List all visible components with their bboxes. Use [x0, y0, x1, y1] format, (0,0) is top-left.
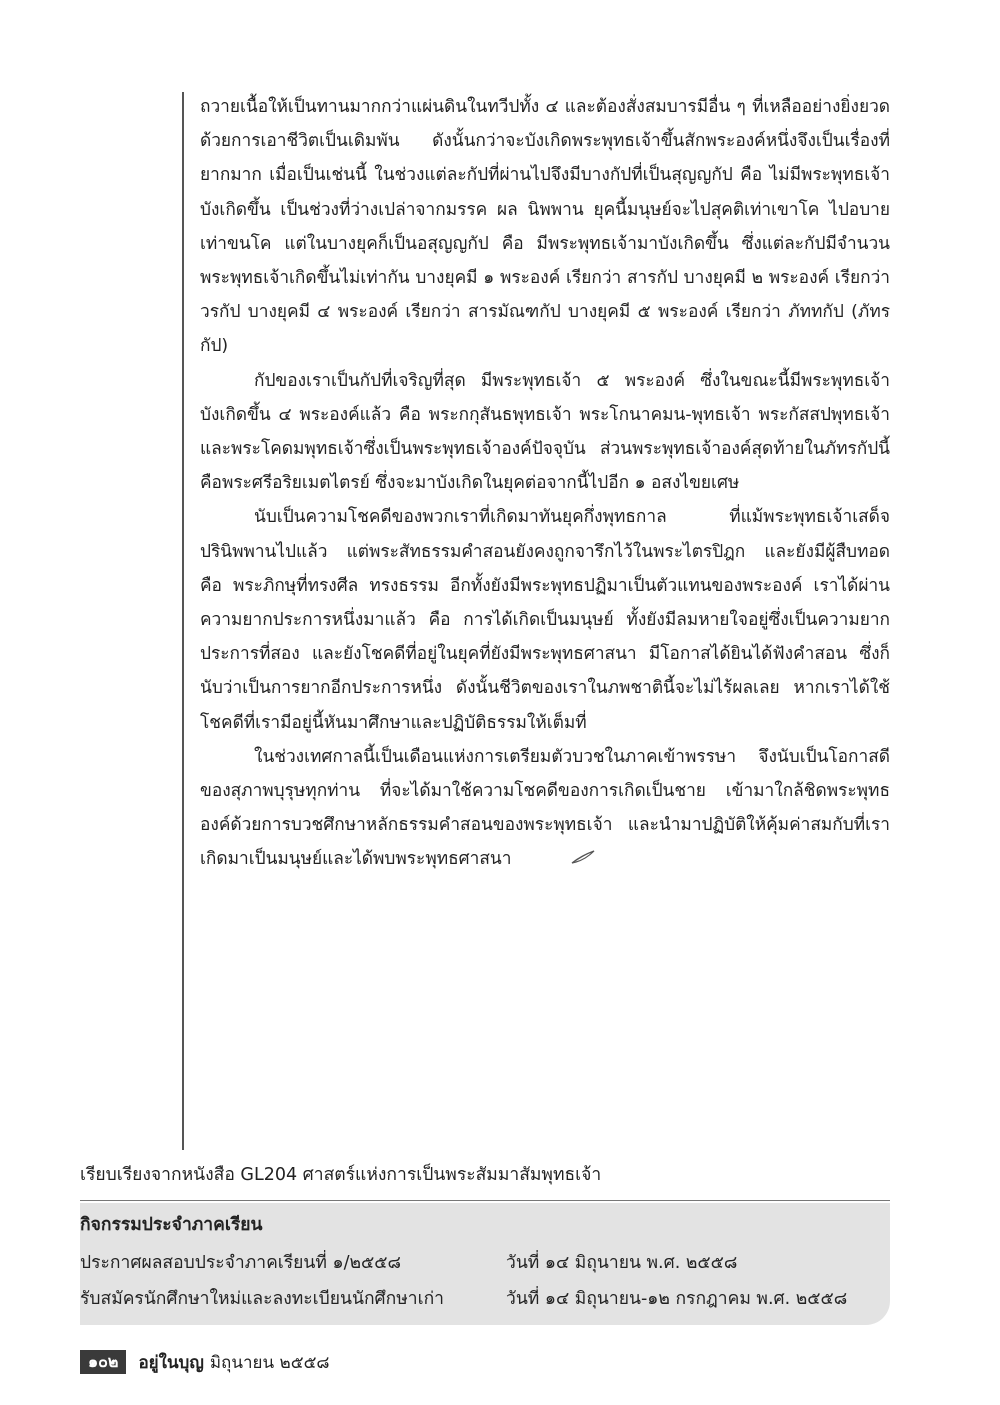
article-paragraph: ถวายเนื้อให้เป็นทานมากกว่าแผ่นดินในทวีปทั้ง ๔ และต้องสั่งสมบารมีอื่น ๆ ที่เหลืออย่างยิ่งยวดด้วยการเอาชีวิตเป็นเดิมพัน ดังนั้นกว่าจะบังเกิดพระพุทธเจ้าขึ้นสักพระองค์หนึ่งจึงเป็นเรื่องที่ยากมาก เมื่อเป็นเช่นนี้ ในช่วงแต่ละกัปที่ผ่านไปจึงมีบางกัปที่เป็นสุญญกัป คือ ไม่มีพระพุทธเจ้าบังเกิดขึ้น เป็นช่วงที่ว่างเปล่าจากมรรค ผล นิพพาน ยุคนี้มนุษย์จะไปสุคติเท่าเขาโค ไปอบายเท่าขนโค แต่ในบางยุคก็เป็นอสุญญกัป คือ มีพระพุทธเจ้ามาบังเกิดขึ้น ซึ่งแต่ละกัปมีจำนวนพระพุทธเจ้าเกิดขึ้นไม่เท่ากัน บางยุคมี ๑ พระองค์ เรียกว่า สารกัป บางยุคมี ๒ พระองค์ เรียกว่า วรกัป บางยุคมี ๔ พระองค์ เรียกว่า สารมัณฑกัป บางยุคมี ๕ พระองค์ เรียกว่า ภัททกัป (ภัทรกัป)	[200, 97, 890, 357]
margin-rule	[182, 92, 184, 1150]
article-paragraph: กัปของเราเป็นกัปที่เจริญที่สุด มีพระพุทธเจ้า ๕ พระองค์ ซึ่งในขณะนี้มีพระพุทธเจ้าบังเกิดขึ้น ๔ พระองค์แล้ว คือ พระกกุสันธพุทธเจ้า พระโกนาคมน-พุทธเจ้า พระกัสสปพุทธเจ้า และพระโคดมพุทธเจ้าซึ่งเป็นพระพุทธเจ้าองค์ปัจจุบัน ส่วนพระพุทธเจ้าองค์สุดท้ายในภัทรกัปนี้ คือพระศรีอริยเมตไตรย์ ซึ่งจะมาบังเกิดในยุคต่อจากนี้ไปอีก ๑ อสงไขยเศษ	[200, 370, 890, 494]
article-paragraph: ในช่วงเทศกาลนี้เป็นเดือนแห่งการเตรียมตัวบวชในภาคเข้าพรรษา จึงนับเป็นโอกาสดีของสุภาพบุรุษทุกท่าน ที่จะได้มาใช้ความโชคดีของการเกิดเป็นชาย เข้ามาใกล้ชิดพระพุทธองค์ด้วยการบวชศึกษาหลักธรรมคำสอนของพระพุทธเจ้า และนำมาปฏิบัติให้คุ้มค่าสมกับที่เราเกิดมาเป็นมนุษย์และได้พบพระพุทธศาสนา	[200, 746, 890, 870]
activity-event: รับสมัครนักศึกษาใหม่และลงทะเบียนนักศึกษาเก่า	[80, 1289, 445, 1309]
activities-box	[80, 1203, 890, 1325]
divider	[80, 1200, 890, 1201]
activity-row	[80, 1283, 890, 1315]
activity-date: วันที่ ๑๔ มิถุนายน พ.ศ. ๒๕๕๘	[506, 1253, 738, 1273]
activity-row	[80, 1247, 890, 1279]
activity-date: วันที่ ๑๔ มิถุนายน-๑๒ กรกฎาคม พ.ศ. ๒๕๕๘	[506, 1289, 848, 1309]
magazine-name: อยู่ในบุญ	[138, 1352, 204, 1373]
article-body	[200, 90, 890, 877]
activities-title: กิจกรรมประจำภาคเรียน	[80, 1215, 263, 1235]
page-number: ๑๐๒	[80, 1350, 126, 1374]
issue-date: มิถุนายน ๒๕๕๘	[209, 1352, 330, 1373]
feather-pen-icon	[517, 842, 595, 876]
source-note: เรียบเรียงจากหนังสือ GL204 ศาสตร์แห่งการเป็นพระสัมมาสัมพุทธเจ้า	[80, 1165, 602, 1185]
article-paragraph-last	[200, 740, 890, 877]
activity-event: ประกาศผลสอบประจำภาคเรียนที่ ๑/๒๕๕๘	[80, 1253, 401, 1273]
article-paragraph: นับเป็นความโชคดีของพวกเราที่เกิดมาทันยุคกึ่งพุทธกาล ที่แม้พระพุทธเจ้าเสด็จปรินิพพานไปแล้ว แต่พระสัทธรรมคำสอนยังคงถูกจารึกไว้ในพระไตรปิฎก และยังมีผู้สืบทอด คือ พระภิกษุที่ทรงศีล ทรงธรรม อีกทั้งยังมีพระพุทธปฏิมาเป็นตัวแทนของพระองค์ เราได้ผ่านความยากประการหนึ่งมาแล้ว คือ การได้เกิดเป็นมนุษย์ ทั้งยังมีลมหายใจอยู่ซึ่งเป็นความยากประการที่สอง และยังโชคดีที่อยู่ในยุคที่ยังมีพระพุทธศาสนา มีโอกาสได้ยินได้ฟังคำสอน ซึ่งก็นับว่าเป็นการยากอีกประการหนึ่ง ดังนั้นชีวิตของเราในภพชาตินี้จะไม่ไร้ผลเลย หากเราได้ใช้โชคดีที่เรามีอยู่นี้หันมาศึกษาและปฏิบัติธรรมให้เต็มที่	[200, 507, 890, 733]
page-footer	[80, 1349, 330, 1375]
